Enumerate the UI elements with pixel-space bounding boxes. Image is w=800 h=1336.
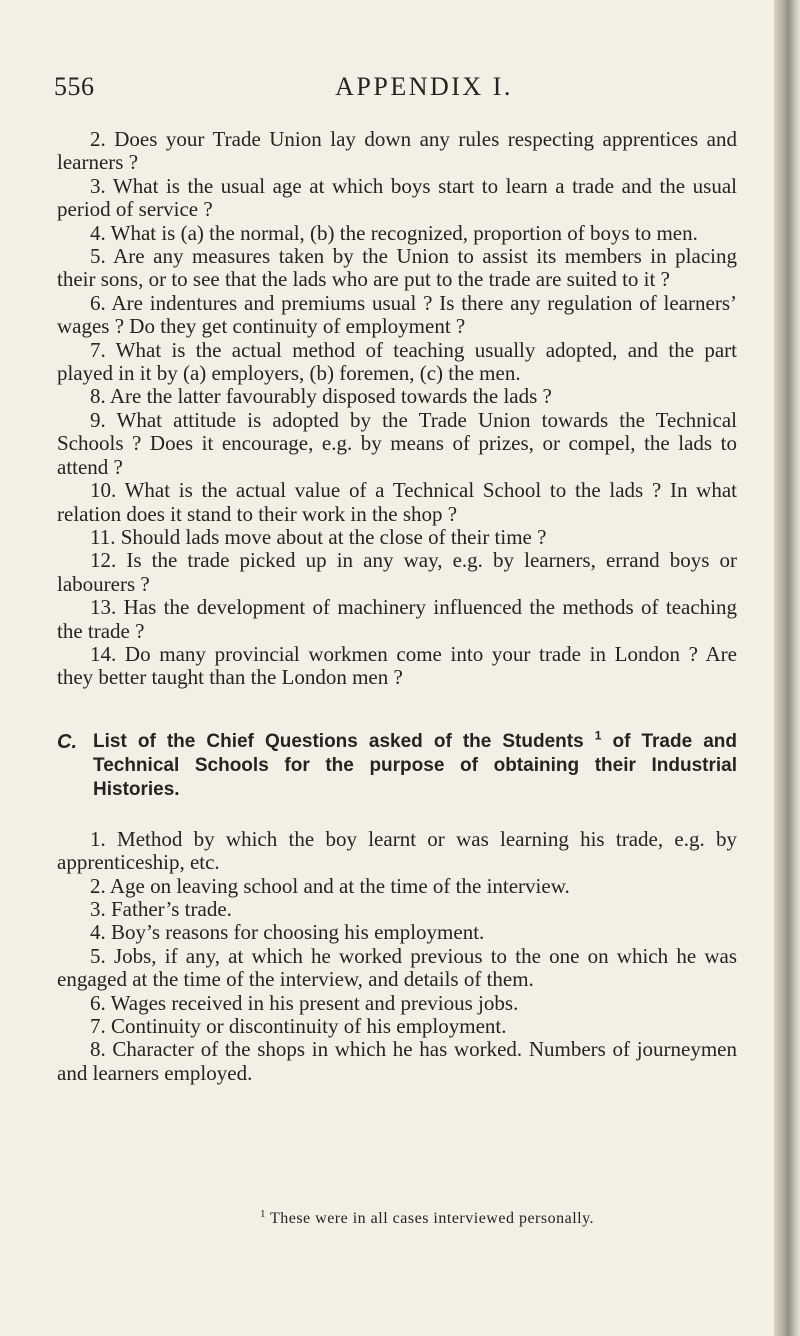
question-item: 10. What is the actual value of a Technical School to the lads ? In what relation does it stand to their work in the shop ? bbox=[57, 478, 737, 526]
question-item: 6. Are indentures and premiums usual ? Is there any regulation of learners’ wages ? Do they get continuity of employment ? bbox=[57, 290, 737, 339]
footnote-reference: 1 bbox=[594, 728, 602, 743]
question-item: 8. Are the latter favourably disposed towards the lads ? bbox=[90, 384, 552, 409]
question-item: 7. What is the actual method of teaching usually adopted, and the part played in it by (a) employers, (b) foremen, (c) the men. bbox=[57, 337, 737, 386]
question-item: 7. Continuity or discontinuity of his employment. bbox=[90, 1014, 507, 1038]
question-item: 3. Father’s trade. bbox=[90, 896, 232, 921]
trade-union-questions bbox=[57, 128, 737, 690]
student-questions bbox=[57, 828, 737, 1085]
section-heading bbox=[57, 730, 737, 802]
running-title: APPENDIX I. bbox=[335, 72, 513, 101]
page-body bbox=[57, 127, 738, 1227]
question-item: 13. Has the development of machinery influenced the methods of teaching the trade ? bbox=[57, 595, 737, 643]
question-item: 12. Is the trade picked up in any way, e.g. by learners, errand boys or labourers ? bbox=[57, 548, 737, 596]
question-item: 8. Character of the shops in which he has worked. Numbers of journeymen and learners employed. bbox=[57, 1037, 737, 1085]
footnote-text: These were in all cases interviewed personally. bbox=[269, 1210, 595, 1227]
question-item: 9. What attitude is adopted by the Trade Union towards the Technical Schools ? Does it encourage, e.g. by means of prizes, or compel, the lads to attend ? bbox=[57, 407, 737, 479]
page-binding-edge bbox=[774, 0, 800, 1336]
question-item: 11. Should lads move about at the close of their time ? bbox=[90, 524, 547, 549]
footnote bbox=[57, 1207, 797, 1228]
question-item: 2. Does your Trade Union lay down any rules respecting apprentices and learners ? bbox=[57, 127, 737, 175]
footnote-marker: 1 bbox=[259, 1207, 266, 1220]
question-item: 4. What is (a) the normal, (b) the recognized, proportion of boys to men. bbox=[90, 220, 698, 245]
question-item: 1. Method by which the boy learnt or was learning his trade, e.g. by apprenticeship, etc. bbox=[57, 826, 737, 875]
section-title-part: List of the Chief Questions asked of the Students bbox=[93, 730, 584, 752]
question-item: 2. Age on leaving school and at the time of the interview. bbox=[90, 873, 570, 898]
section-letter: C. bbox=[57, 730, 77, 753]
question-item: 6. Wages received in his present and previous jobs. bbox=[90, 990, 519, 1015]
section-title bbox=[93, 730, 737, 802]
question-item: 5. Are any measures taken by the Union to assist its members in placing their sons, or to see that the lads who are put to the trade are suited to it ? bbox=[57, 244, 737, 292]
page-number: 556 bbox=[54, 72, 95, 101]
question-item: 5. Jobs, if any, at which he worked previous to the one on which he was engaged at the time of the interview, and details of them. bbox=[57, 943, 737, 992]
question-item: 14. Do many provincial workmen come into your trade in London ? Are they better taught than the London men ? bbox=[57, 641, 737, 690]
question-item: 3. What is the usual age at which boys start to learn a trade and the usual period of service ? bbox=[57, 173, 737, 222]
section-title-part: of Trade and Technical Schools for the purpose of obtaining their Industrial Histories. bbox=[93, 730, 738, 800]
page-header bbox=[54, 72, 734, 112]
question-item: 4. Boy’s reasons for choosing his employment. bbox=[90, 920, 485, 945]
